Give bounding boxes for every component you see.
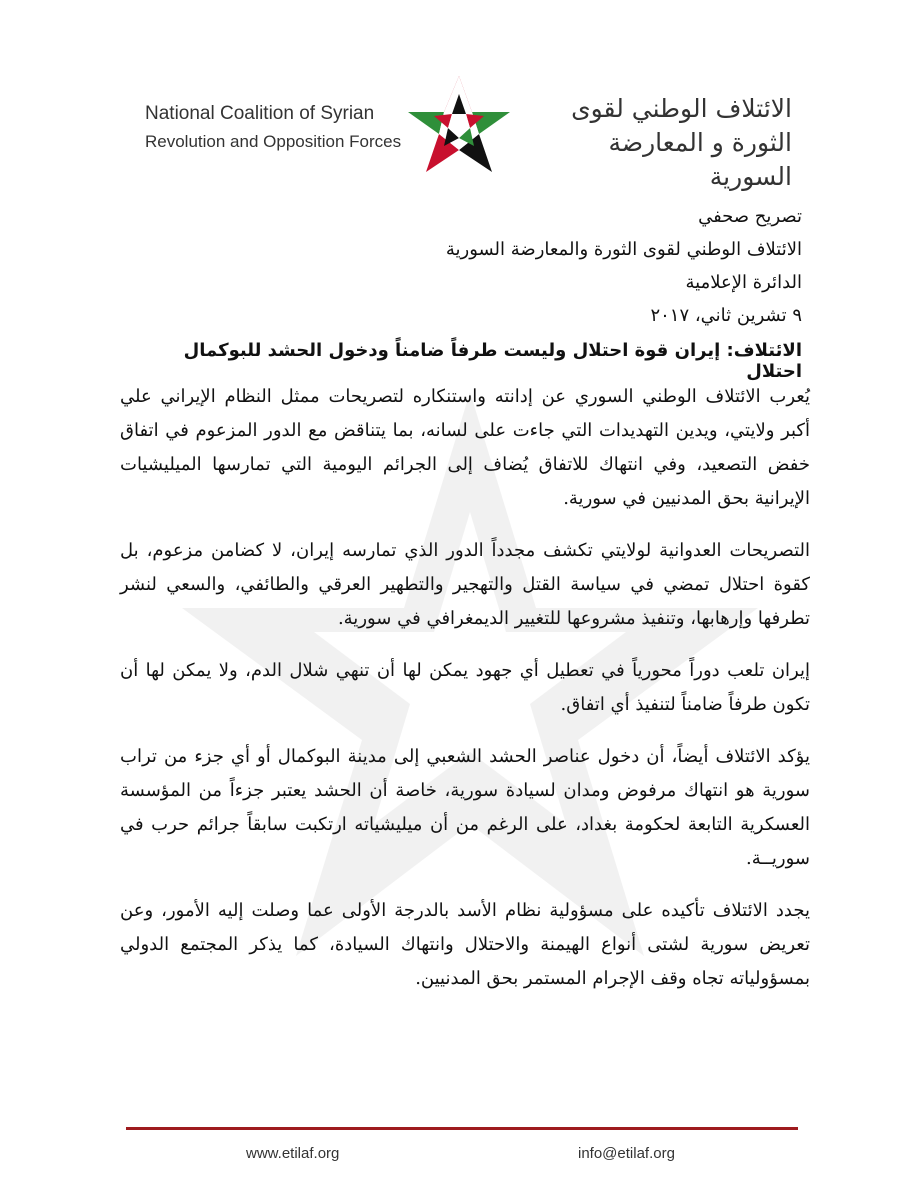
website-link[interactable]: www.etilaf.org <box>246 1145 340 1162</box>
issuing-org: الائتلاف الوطني لقوى الثورة والمعارضة السورية <box>445 239 802 260</box>
paragraph-1: يُعرب الائتلاف الوطني السوري عن إدانته واستنكاره لتصريحات ممثل النظام الإيراني علي أكبر ولايتي، ويدين التهديدات التي جاءت على لسانه، بما يتناقض مع الدور المزعوم في اتفاق خفض التصعيد، وفي انتهاك للاتفاق يُضاف إلى الجرائم اليومية التي تمارسها الميليشيات الإيرانية بحق المدنيين في سورية. <box>120 386 810 509</box>
org-name-arabic-line1: الائتلاف الوطني لقوى <box>571 94 792 123</box>
department: الدائرة الإعلامية <box>685 272 802 293</box>
paragraph-5: يجدد الائتلاف تأكيده على مسؤولية نظام الأسد بالدرجة الأولى عما وصلت إليه الأمور، وعن تعريض سورية لشتى أنواع الهيمنة والاحتلال وانتهاك السيادة، كما يذكر المجتمع الدولي بمسؤولياته تجاه وقف الإجرام المستمر بحق المدنيين. <box>120 900 810 989</box>
paragraph-4: يؤكد الائتلاف أيضاً، أن دخول عناصر الحشد الشعبي إلى مدينة البوكمال أو أي جزء من تراب سورية هو انتهاك مرفوض ومدان لسيادة سورية، خاصة أن الحشد يعتبر جزءاً من المؤسسة العسكرية التابعة لحكومة بغداد، على الرغم من أن ميليشياته ارتكبت سابقاً جرائم حرب في سوريــة. <box>120 746 810 869</box>
document-meta <box>446 200 802 332</box>
paragraph-2: التصريحات العدوانية لولايتي تكشف مجدداً الدور الذي تمارسه إيران، لا كضامن مزعوم، بل كقوة احتلال تمضي في سياسة القتل والتهجير والتطهير العرقي والطائفي، والسعي لنشر تطرفها وإرهابها، وتنفيذ مشروعها للتغيير الديمغرافي في سورية. <box>120 540 810 629</box>
star-logo-icon <box>404 72 514 177</box>
statement-body <box>120 380 810 1014</box>
org-name-arabic <box>522 92 792 194</box>
footer-divider <box>126 1127 798 1130</box>
doc-type: تصريح صحفي <box>698 206 802 227</box>
org-name-english-line1: National Coalition of Syrian <box>145 103 375 124</box>
org-name-english-line2: Revolution and Opposition Forces <box>145 132 402 151</box>
page-title: الائتلاف: إيران قوة احتلال وليست طرفاً ضامناً ودخول الحشد للبوكمال احتلال <box>183 340 802 382</box>
email-link[interactable]: info@etilaf.org <box>578 1145 675 1162</box>
org-name-english <box>145 100 405 156</box>
paragraph-3: إيران تلعب دوراً محورياً في تعطيل أي جهود يمكن لها أن تنهي شلال الدم، ولا يمكن لها أن تكون طرفاً ضامناً لتنفيذ أي اتفاق. <box>120 660 810 715</box>
date: ٩ تشرين ثاني، ٢٠١٧ <box>650 305 802 326</box>
org-name-arabic-line2: الثورة و المعارضة السورية <box>608 128 792 191</box>
